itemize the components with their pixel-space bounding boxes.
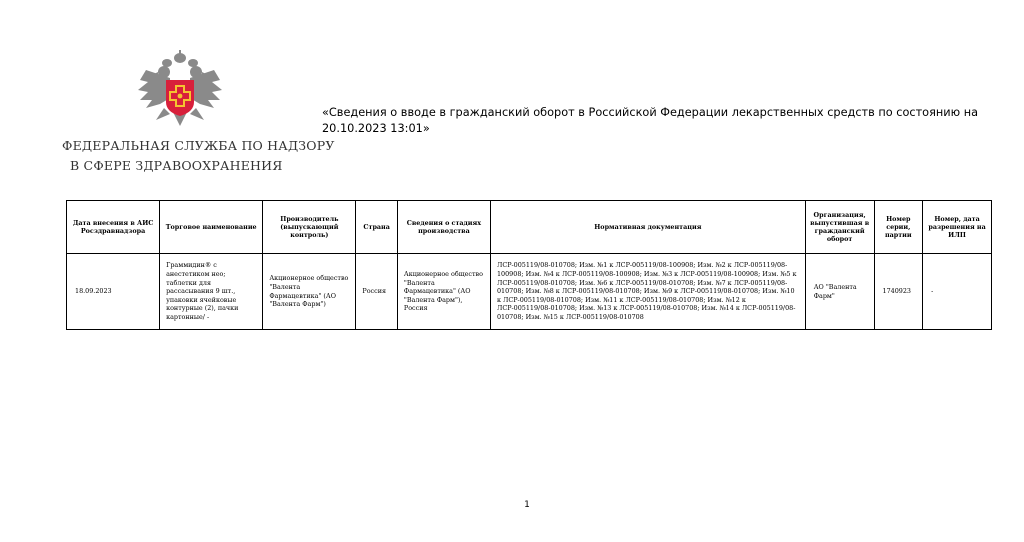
column-header: Производитель (выпускающий контроль) (263, 201, 356, 254)
agency-name-line1: ФЕДЕРАЛЬНАЯ СЛУЖБА ПО НАДЗОРУ (62, 138, 335, 153)
agency-name (62, 136, 335, 176)
agency-name-line2: В СФЕРЕ ЗДРАВООХРАНЕНИЯ (70, 158, 283, 173)
column-header: Организация, выпустившая в гражданский оборот (805, 201, 874, 254)
column-header: Дата внесения в АИС Росздравнадзора (67, 201, 160, 254)
table-header-row (67, 201, 992, 254)
column-header: Номер серии, партии (874, 201, 923, 254)
cell-permit: - (923, 254, 992, 330)
cell-trade-name: Граммидин® с анестетиком нео; таблетки для рассасывания 9 шт., упаковки ячейковые контурные (2), пачки картонные/ - (160, 254, 263, 330)
registry-table (66, 200, 992, 330)
cell-manufacturer: Акционерное общество "Валента Фармацевтика" (АО "Валента Фарм") (263, 254, 356, 330)
page-number: 1 (524, 500, 530, 510)
column-header: Сведения о стадиях производства (397, 201, 490, 254)
cell-organization: АО "Валента Фарм" (805, 254, 874, 330)
column-header: Торговое наименование (160, 201, 263, 254)
cell-production-stages: Акционерное общество "Валента Фармацевтика" (АО "Валента Фарм"), Россия (397, 254, 490, 330)
agency-logo (62, 50, 335, 180)
cell-batch-number: 1740923 (874, 254, 923, 330)
column-header: Нормативная документация (490, 201, 805, 254)
column-header: Страна (356, 201, 397, 254)
double-headed-eagle-emblem-icon (136, 50, 224, 128)
cell-normative-docs: ЛСР-005119/08-010708; Изм. №1 к ЛСР-005119/08-100908; Изм. №2 к ЛСР-005119/08-100908; Изм. №4 к ЛСР-005119/08-100908; Изм. №3 к ЛСР-005119/08-100908; Изм. №5 к ЛСР-005119/08-010708; Изм. №6 к ЛСР-005119/08-010708; Изм. №7 к ЛСР-005119/08-010708; Изм. №8 к ЛСР-005119/08-010708; Изм. №9 к ЛСР-005119/08-010708; Изм. №10 к ЛСР-005119/08-010708; Изм. №11 к ЛСР-005119/08-010708; Изм. №12 к ЛСР-005119/08-010708; Изм. №13 к ЛСР-005119/08-010708; Изм. №14 к ЛСР-005119/08-010708; Изм. №15 к ЛСР-005119/08-010708 (490, 254, 805, 330)
cell-date: 18.09.2023 (67, 254, 160, 330)
report-title: «Сведения о вводе в гражданский оборот в Российской Федерации лекарственных средств по состоянию на 20.10.2023 13:01» (322, 106, 979, 135)
cell-country: Россия (356, 254, 397, 330)
table-row (67, 254, 992, 330)
column-header: Номер, дата разрешения на ИЛП (923, 201, 992, 254)
